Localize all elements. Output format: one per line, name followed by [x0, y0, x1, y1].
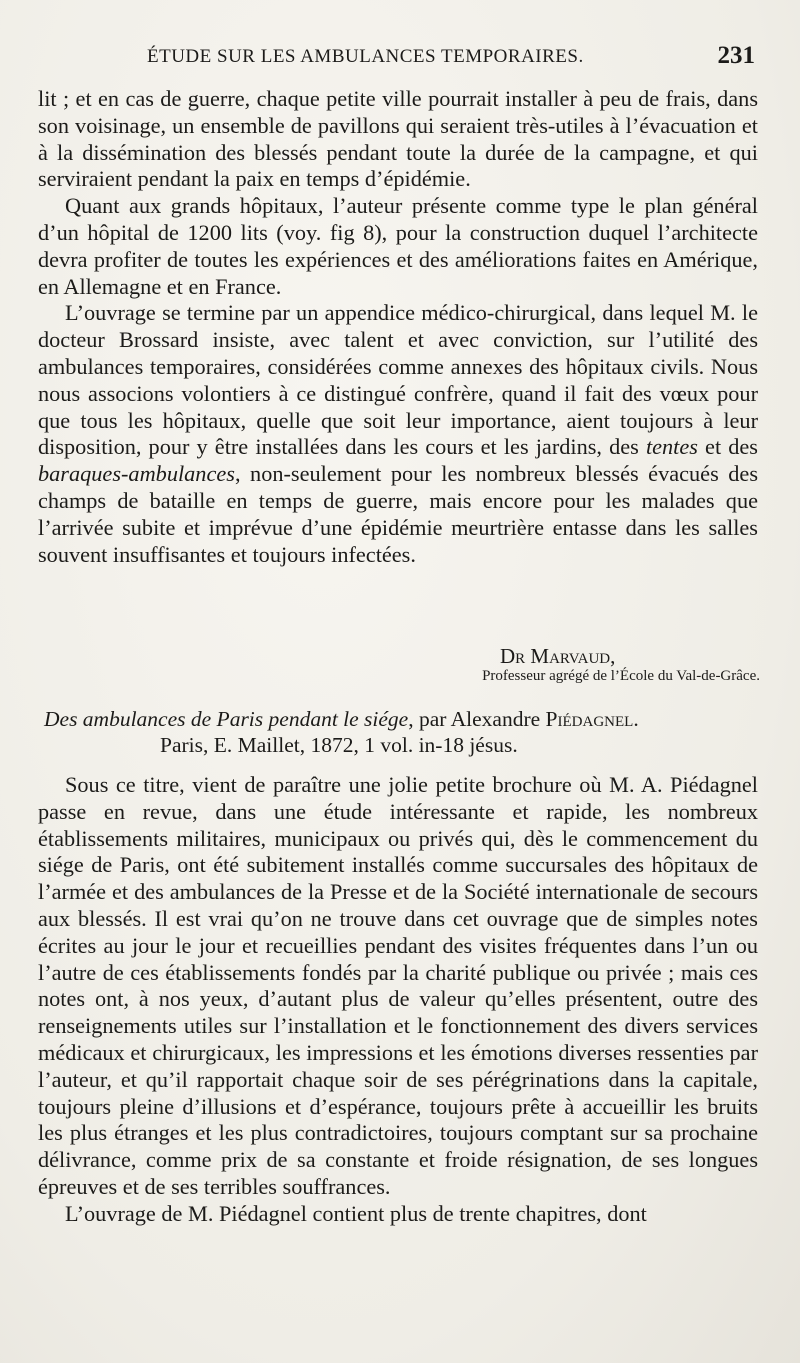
- review-body: [38, 772, 758, 1228]
- term-tentes: tentes: [645, 434, 698, 460]
- paragraph-continuation: lit ; et en cas de guerre, chaque petite ville pourrait installer à peu de frais, dans son voisinage, un ensemble de pavillons qui seraient très-utiles à l’évacuation et à la dissémination des blessés pendant toute la durée de la campagne, et qui serviraient pendant la paix en temps d’épidémie.: [38, 86, 758, 192]
- title-by: , par Alexandre: [408, 707, 546, 731]
- term-baraques: baraques-ambulances: [38, 461, 235, 487]
- paragraph-hospitals: Quant aux grands hôpitaux, l’auteur présente comme type le plan général d’un hôpital de 1200 lits (voy. fig 8), pour la construction duquel l’architecte devra profiter de toutes les expériences et des améliorations faites en Amérique, en Allemagne et en France.: [38, 193, 758, 299]
- running-title: ÉTUDE SUR LES AMBULANCES TEMPORAIRES.: [147, 46, 584, 67]
- page-number: 231: [717, 42, 755, 69]
- running-head: [40, 42, 760, 76]
- appendix-text-end: , non-seulement pour les nombreux blessés évacués des champs de bataille en temps de guerre, mais encore pour les malades que l’arrivée subite et imprévue d’une épidémie meurtrière entasse dans les salles souvent insuffisantes et toujours infectées.: [38, 461, 758, 567]
- appendix-text-start: L’ouvrage se termine par un appendice médico-chirurgical, dans lequel M. le docteur Brossard insiste, avec talent et avec conviction, sur l’utilité des ambulances temporaires, considérées comme annexes des hôpitaux civils. Nous nous associons volontiers à ce distingué confrère, quand il fait des vœux pour que tous les hôpitaux, quelle que soit leur importance, aient toujours à leur disposition, pour y être installées dans les cours et les jardins, des: [38, 300, 758, 460]
- paragraph-chapters: L’ouvrage de M. Piédagnel contient plus de trente chapitres, dont: [65, 1200, 647, 1226]
- book-author: Piédagnel.: [545, 707, 639, 731]
- signature-affiliation: Professeur agrégé de l’École du Val-de-Grâce.: [482, 668, 760, 684]
- paragraph-brochure: Sous ce titre, vient de paraître une jolie petite brochure où M. A. Piédagnel passe en revue, dans une étude intéressante et rapide, les nombreux établissements militaires, municipaux ou privés qui, dès le commencement du siége de Paris, ont été subitement installés comme succursales des hôpitaux de l’armée et des ambulances de la Presse et de la Société internationale de secours aux blessés. Il est vrai qu’on ne trouve dans cet ouvrage que de simples notes écrites au jour le jour et recueillies pendant des visites fréquentes dans l’un ou l’autre de ces établissements fondés par la charité publique ou privée ; mais ces notes ont, à nos yeux, d’autant plus de valeur qu’elles présentent, outre des renseignements utiles sur l’installation et le fonctionnement des divers services médicaux et chirurgicaux, les impressions et les émotions diverses ressenties par l’auteur, et qu’il rapportait chaque soir de ses pérégrinations dans la capitale, toujours pleine d’illusions et d’espérance, toujours prête à accueillir les bruits les plus étranges et les plus contradictoires, toujours comptant sur sa prochaine délivrance, comme prix de sa constante et froide résignation, de ses longues épreuves et de ses terribles souffrances.: [38, 772, 758, 1199]
- signature: Dr Marvaud,: [500, 644, 616, 668]
- review-conclusion: [38, 86, 758, 568]
- paragraph-appendix: [38, 300, 758, 568]
- book-title: Des ambulances de Paris pendant le siége: [44, 707, 409, 731]
- appendix-text-mid: et des: [697, 434, 758, 460]
- review-title: [44, 707, 760, 732]
- book-imprint: Paris, E. Maillet, 1872, 1 vol. in-18 jésus.: [160, 733, 518, 757]
